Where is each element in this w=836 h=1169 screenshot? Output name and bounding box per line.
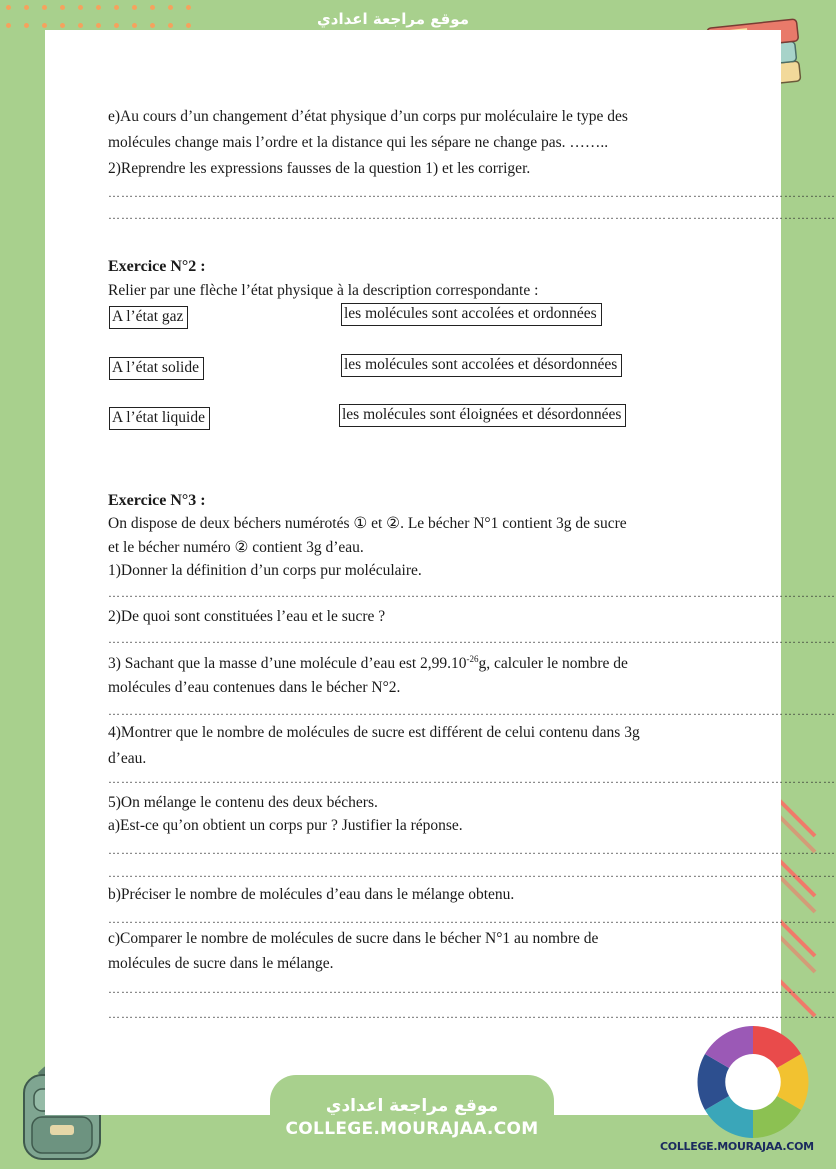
description-box-1: les molécules sont accolées et ordonnées: [341, 303, 602, 326]
decorative-dot: [186, 23, 191, 28]
ex3-q2: 2)De quoi sont constituées l’eau et le sucre ?: [108, 608, 386, 625]
answer-line: ……………………………………………………………………………………………………………………………………………………: [108, 186, 836, 200]
decorative-dot: [24, 23, 29, 28]
decorative-dot: [24, 5, 29, 10]
ex1-e-line2: molécules change mais l’ordre et la distance qui les sépare ne change pas. ……..: [108, 134, 609, 151]
decorative-dot: [60, 23, 65, 28]
decorative-dot: [186, 5, 191, 10]
brand-logo-text: COLLEGE.MOURAJAA.COM: [660, 1140, 814, 1153]
ex3-q5c-line1: c)Comparer le nombre de molécules de sucre dans le bécher N°1 au nombre de: [108, 930, 599, 947]
site-url-footer[interactable]: COLLEGE.MOURAJAA.COM: [285, 1119, 539, 1139]
exercise2-instruction: Relier par une flèche l’état physique à la description correspondante :: [108, 282, 539, 299]
decorative-dot: [132, 5, 137, 10]
answer-line: ……………………………………………………………………………………………………………………………………………………: [108, 208, 836, 222]
answer-line: ……………………………………………………………………………………………………………………………………………………: [108, 982, 836, 996]
exercise3-title: Exercice N°3 :: [108, 492, 206, 509]
ex3-q5: 5)On mélange le contenu des deux béchers.: [108, 794, 378, 811]
decorative-dot: [78, 5, 83, 10]
decorative-dot: [78, 23, 83, 28]
ex3-q3-line2: molécules d’eau contenues dans le bécher N°2.: [108, 679, 401, 696]
decorative-dot: [114, 23, 119, 28]
decorative-dot: [60, 5, 65, 10]
state-box-liquide: A l’état liquide: [109, 407, 210, 430]
site-arabic-name-footer: موقع مراجعة اعدادي: [325, 1096, 499, 1116]
answer-line: ……………………………………………………………………………………………………………………………………………………: [108, 632, 836, 646]
decorative-dot: [168, 23, 173, 28]
decorative-dot: [150, 23, 155, 28]
state-box-solide: A l’état solide: [109, 357, 204, 380]
ex3-q4-line2: d’eau.: [108, 750, 147, 767]
answer-line: ……………………………………………………………………………………………………………………………………………………: [108, 1007, 836, 1021]
answer-line: ……………………………………………………………………………………………………………………………………………………: [108, 866, 836, 880]
decorative-dot: [150, 5, 155, 10]
description-box-2: les molécules sont accolées et désordonnées: [341, 354, 622, 377]
site-arabic-name: موقع مراجعة اعدادي: [317, 10, 469, 28]
subjects-wheel-logo-icon: [693, 1022, 813, 1140]
ex1-e-line1: e)Au cours d’un changement d’état physique d’un corps pur moléculaire le type des: [108, 108, 628, 125]
site-footer-tab[interactable]: [270, 1075, 554, 1169]
ex3-q1: 1)Donner la définition d’un corps pur moléculaire.: [108, 562, 422, 579]
decorative-dot: [96, 5, 101, 10]
decorative-dot: [114, 5, 119, 10]
ex3-q3-line1: [108, 654, 628, 673]
answer-line: ……………………………………………………………………………………………………………………………………………………: [108, 772, 836, 786]
decorative-dot: [6, 5, 11, 10]
answer-line: ……………………………………………………………………………………………………………………………………………………: [108, 704, 836, 718]
decorative-dot: [168, 5, 173, 10]
ex3-intro-line2: et le bécher numéro ② contient 3g d’eau.: [108, 539, 364, 556]
ex3-q3-text-b: g, calculer le nombre de: [478, 655, 628, 673]
decorative-dot: [42, 23, 47, 28]
ex3-q5c-line2: molécules de sucre dans le mélange.: [108, 955, 334, 972]
ex3-q3-text-a: 3) Sachant que la masse d’une molécule d’eau est 2,99.10: [108, 655, 467, 673]
answer-line: ……………………………………………………………………………………………………………………………………………………: [108, 586, 836, 600]
ex3-q3-exponent: -26: [466, 654, 479, 664]
description-box-3: les molécules sont éloignées et désordonnées: [339, 404, 626, 427]
answer-line: ……………………………………………………………………………………………………………………………………………………: [108, 843, 836, 857]
ex3-intro-line1: On dispose de deux béchers numérotés ① et ②. Le bécher N°1 contient 3g de sucre: [108, 515, 627, 532]
ex3-q4-line1: 4)Montrer que le nombre de molécules de sucre est différent de celui contenu dans 3g: [108, 724, 640, 741]
ex3-q5a: a)Est-ce qu’on obtient un corps pur ? Justifier la réponse.: [108, 817, 463, 834]
exercise2-title: Exercice N°2 :: [108, 258, 206, 275]
ex1-q2: 2)Reprendre les expressions fausses de la question 1) et les corriger.: [108, 160, 531, 177]
decorative-dot: [6, 23, 11, 28]
decorative-dot: [96, 23, 101, 28]
state-box-gaz: A l’état gaz: [109, 306, 188, 329]
answer-line: ……………………………………………………………………………………………………………………………………………………: [108, 912, 836, 926]
ex3-q5b: b)Préciser le nombre de molécules d’eau dans le mélange obtenu.: [108, 886, 515, 903]
decorative-dot: [132, 23, 137, 28]
decorative-dot: [42, 5, 47, 10]
